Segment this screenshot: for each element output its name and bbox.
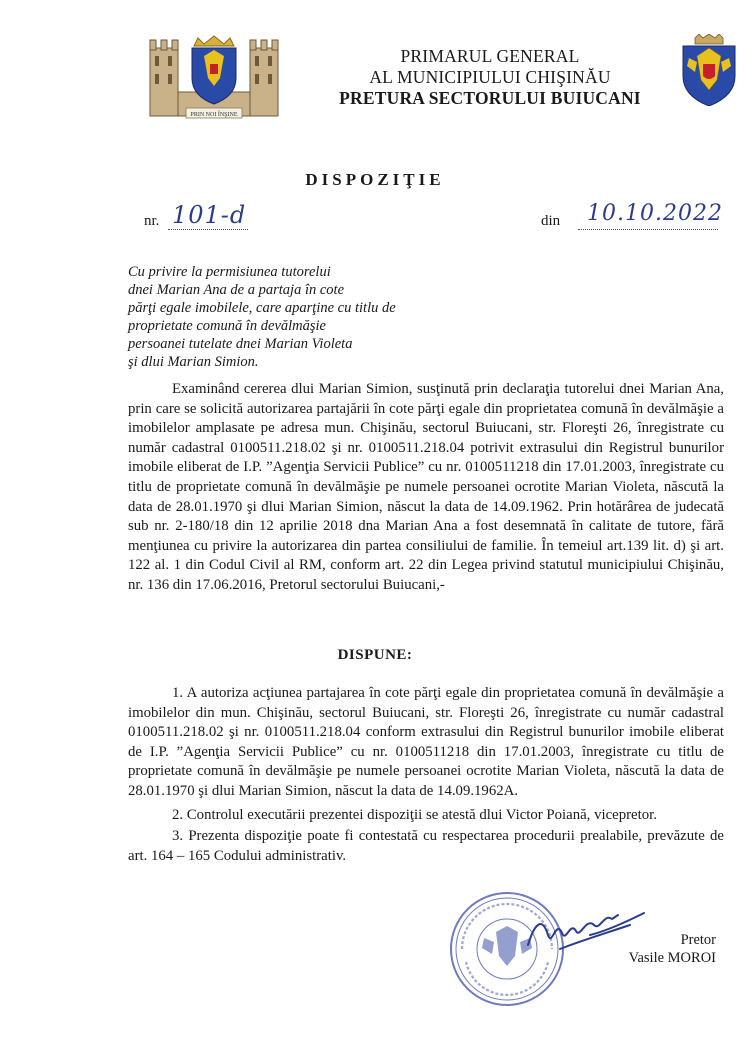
subject-block [128,263,418,371]
dispune-heading: DISPUNE: [337,647,413,663]
subject-line: dnei Marian Ana de a partaja în cote [128,282,344,298]
header-line-1: PRIMARUL GENERAL [400,46,580,66]
number-handwritten: 101-d [172,201,247,229]
preamble-paragraph: Examinând cererea dlui Marian Simion, susţinută prin declaraţia tutorelui dnei Marian Ana, prin care se solicită autorizarea partajării în cote părţi egale din proprietatea comună în devălmăşie a imobilelor amplasate pe adresa mun. Chişinău, sectorul Buiucani, str. Floreşti 26, înregistrate cu număr cadastral 0100511.218.02 şi nr. 0100511.218.04 potrivit extrasului din Registrul bunurilor imobile eliberat de I.P. ”Agenţia Servicii Publice” cu nr. 0100511218 din 17.01.2003, înregistrate cu titlu de proprietate comună în devălmăşie pe numele persoanei ocrotite Marian Violeta, născută la data de 28.01.1970 şi dlui Marian Simion, născut la data de 14.09.1962. Prin hotărârea de judecată sub nr. 2-180/18 din 12 aprilie 2018 dna Marian Ana a fost desemnată în calitate de tutore, fără menţiunea cu privire la autorizarea din partea consiliului de familie. În temeiul art.139 lit. d) şi art. 122 al. 1 din Codul Civil al RM, conform art. 22 din Legea privind statutul municipiului Chişinău, nr. 136 din 17.06.2016, Pretorul sectorului Buiucani,- [128,381,724,593]
date-label: din [541,213,561,229]
subject-line: părţi egale imobilele, care aparţine cu titlu de [128,300,396,316]
document-title: DISPOZIŢIE [305,170,445,189]
header-line-2: AL MUNICIPIULUI CHIŞINĂU [369,67,611,87]
subject-line: persoanei tutelate dnei Marian Violeta [128,336,353,352]
item-2: 2. Controlul executării prezentei dispoziţii se atestă dlui Victor Poiană, vicepretor. [172,807,657,823]
logo-motto: PRIN NOI ÎNŞINE [190,112,238,118]
date-handwritten: 10.10.2022 [587,201,723,226]
coat-of-arms-icon [679,34,739,106]
item-1: 1. A autoriza acţiunea partajarea în cote părţi egale din proprietatea comună în devălmăşie a imobilelor din mun. Chişinău, sectorul Buiucani, str. Floreşti 26, înregistrate cu număr cadastral 0100511.218.02 şi nr. 0100511.218.04 conform extrasului din Registrul bunurilor imobile eliberat de I.P. ”Agenţia Servicii Publice” cu nr. 0100511218 din 17.01.2003, înregistrate cu titlu de proprietate comună în devălmăşie pe numele persoanei ocrotite Marian Violeta, născută la data de 28.01.1970 şi dlui Marian Simion, născut la data de 14.09.1962A. [128,685,724,799]
date-underline [578,229,718,230]
subject-line: şi dlui Marian Simion. [128,354,259,370]
header-block [300,46,680,109]
item-3: 3. Prezenta dispoziţie poate fi contestată cu respectarea procedurii prealabile, prevăzute de art. 164 – 165 Codului administrativ. [128,828,724,864]
municipal-logo [146,34,282,126]
signatory-title: Pretor [680,932,716,948]
number-label: nr. [144,213,160,229]
subject-line: Cu privire la permisiunea tutorelui [128,264,331,280]
subject-line: proprietate comună în devălmăşie [128,318,326,334]
signatory-name: Vasile MOROI [628,950,716,966]
number-underline [168,229,248,230]
header-line-3: PRETURA SECTORULUI BUIUCANI [339,88,641,108]
